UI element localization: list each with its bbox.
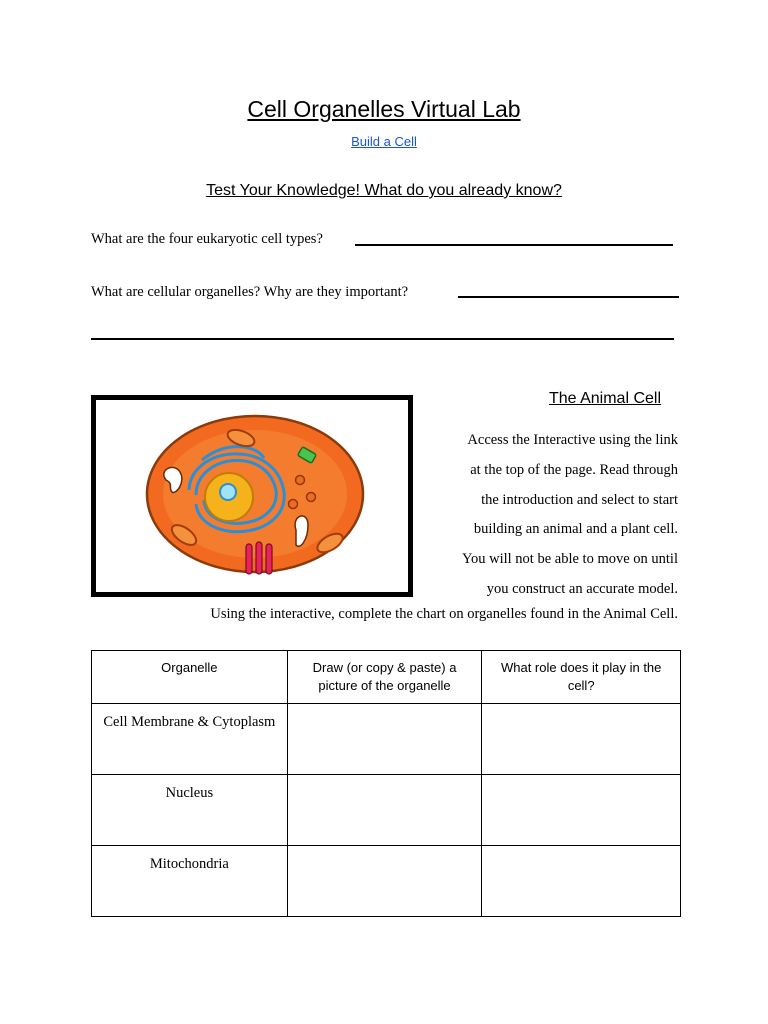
role-cell[interactable] (482, 704, 681, 775)
answer-line-2[interactable] (458, 296, 679, 298)
build-a-cell-link[interactable]: Build a Cell (351, 134, 417, 149)
header-picture: Draw (or copy & paste) a picture of the organelle (287, 651, 482, 704)
paragraph-line: Access the Interactive using the link (467, 432, 678, 448)
organelle-name: Mitochondria (92, 846, 288, 917)
answer-line-1[interactable] (355, 244, 673, 246)
organelle-chart (91, 650, 681, 917)
paragraph-line: at the top of the page. Read through (470, 461, 678, 478)
table-row (92, 775, 681, 846)
animal-cell-heading: The Animal Cell (548, 390, 662, 407)
knowledge-subtitle: Test Your Knowledge! What do you already know? (206, 182, 562, 199)
picture-cell[interactable] (287, 846, 482, 917)
question-organelles: What are cellular organelles? Why are they important? (91, 284, 409, 300)
paragraph-line: you construct an accurate model. (486, 580, 678, 597)
table-row (92, 704, 681, 775)
organelle-name: Nucleus (92, 775, 288, 846)
table-row (92, 846, 681, 917)
paragraph-line: building an animal and a plant cell. (473, 521, 678, 538)
organelle-name: Cell Membrane & Cytoplasm (92, 704, 288, 775)
answer-line-3[interactable] (91, 338, 674, 340)
page-title: Cell Organelles Virtual Lab (247, 96, 521, 122)
role-cell[interactable] (482, 846, 681, 917)
animal-cell-image-frame (91, 395, 413, 597)
role-cell[interactable] (482, 775, 681, 846)
animal-cell-diagram-icon (96, 400, 408, 592)
paragraph-line: the introduction and select to start (481, 491, 678, 508)
paragraph-line: You will not be able to move on until (461, 551, 678, 568)
header-role: What role does it play in the cell? (482, 651, 681, 704)
table-header-row (92, 651, 681, 704)
header-organelle: Organelle (92, 651, 288, 704)
instructions-paragraph (420, 426, 678, 605)
question-cell-types: What are the four eukaryotic cell types? (91, 231, 323, 247)
picture-cell[interactable] (287, 775, 482, 846)
picture-cell[interactable] (287, 704, 482, 775)
chart-instruction: Using the interactive, complete the chart on organelles found in the Animal Cell. (210, 606, 678, 622)
